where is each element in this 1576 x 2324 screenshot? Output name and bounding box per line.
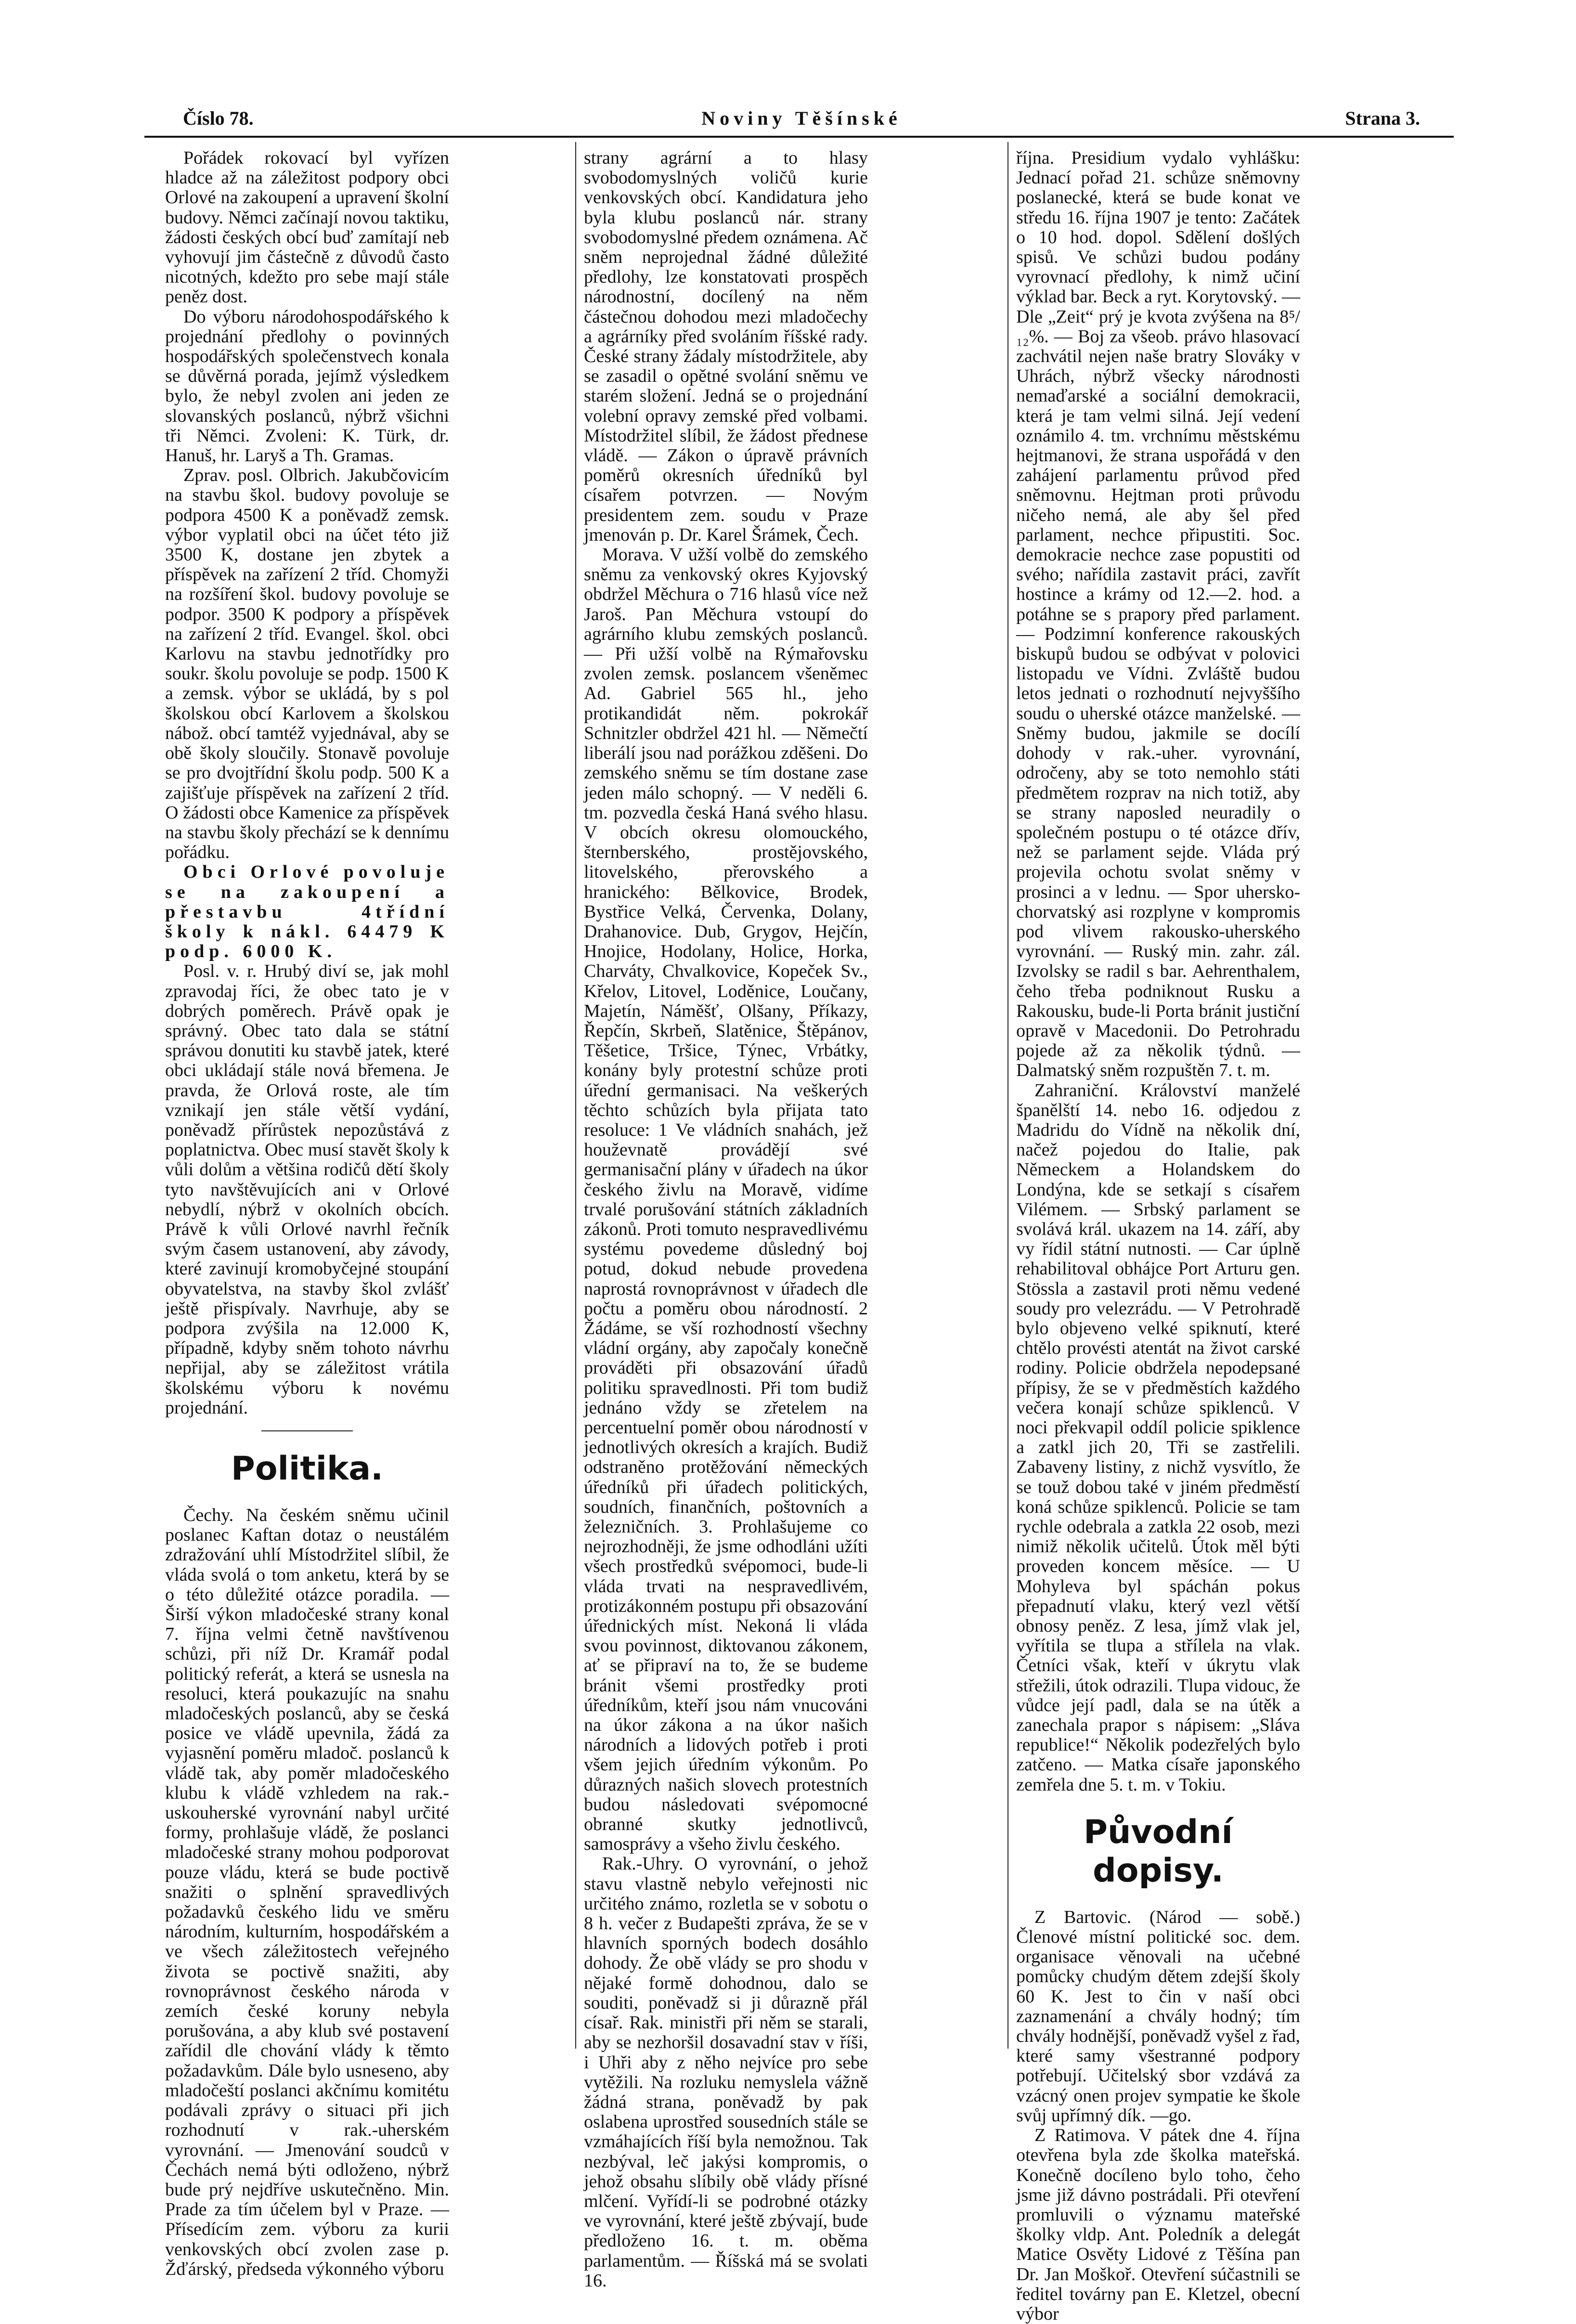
article-paragraph: Pořádek rokovací byl vyřízen hladce až na záležitost podpory obci Orlové na zakoupení a upravení školní budovy. Němci začínají novou taktiku, žádosti českých obcí buď zamítají neb vyhovují jim částečně z důvodů často nicotných, kdežto pro sebe mají stále peněz dost. — [165, 148, 449, 307]
page-header — [183, 107, 1420, 129]
article-paragraph: Zprav. posl. Olbrich. Jakubčovicím na stavbu škol. budovy povoluje se podpora 4500 K a poněvadž zemsk. výbor vyplatil obci na účet této již 3500 K, dostane jen zbytek a příspěvek na zařízení 2 tříd. Chomyži na rozšíření škol. budovy povoluje se podpor. 3500 K podpory a příspěvek na zařízení 2 tříd. Evangel. škol. obci Karlovu na stavbu jednotřídky pro soukr. školu povoluje se podp. 1500 K a zemsk. výbor se ukládá, by s pol školskou obcí Karlovem a školskou nábož. obcí tamtéž vyjednával, aby se obě školy sloučily. Stonavě povoluje se pro dvojtřídní školu podp. 500 K a zajišťuje příspěvek na zařízení 2 tříd. O žádosti obce Kamenice za příspěvek na stavbu školy přechází se k dennímu pořádku. — [165, 465, 449, 863]
section-divider — [261, 1430, 353, 1431]
article-paragraph: Z Bartovic. (Národ — sobě.) Členové místní politické soc. dem. organisace věnovali na učebné pomůcky chudým dětem zdejší školy 60 K. Jest to čin v naší obci zaznamenání a chvály hodný; tím chvály hodnější, poněvadž vyšel z řad, které samy všestranné podpory potřebují. Učitelský sbor vzdává za vzácný onen projev sympatie ke škole svůj upřímný dík. —go. — [1016, 1907, 1300, 2126]
page-number: Strana 3. — [1345, 107, 1420, 129]
article-paragraph: Zahraniční. Království manželé španělští 14. nebo 16. odjedou z Madridu do Vídně na několik dní, načež pojedou do Italie, pak Německem a Holandskem do Londýna, kde se setkají s císařem Vilémem. — Srbský parlament se svolává král. ukazem na 14. září, aby vy řídil státní nutnosti. — Car úplně rehabilitoval obhájce Port Arturu gen. Stössla a zastavil proti němu vedené soudy pro velezrádu. — V Petrohradě bylo objeveno velké spiknutí, které chtělo provésti atentát na život carské rodiny. Policie obdržela nepodepsané přípisy, že se v předměstích každého večera konají schůze spiklenců. V noci překvapil oddíl policie spiklence a zatkl jich 20, Tři se zastřelili. Zabaveny listiny, z nichž vysvítlo, že se touž dobou také v jiném předměstí koná schůze spiklenců. Policie se tam rychle odebrala a zatkla 22 osob, mezi nimiž několik učitelů. Útok měl býti proveden koncem měsíce. — U Mohyleva byl spáchán pokus přepadnutí vlaku, který vezl větší obnosy peněz. Z lesa, jímž vlak jel, vyřítila se tlupa a střílela na vlak. Četníci však, kteří v úkrytu vlak střežili, útok odrazili. Tlupa vidouc, že vůdce její padl, dala se na útěk a zanechala prapor s nápisem: „Sláva republice!“ Několik podezřelých bylo zatčeno. — Matka císaře japonského zemřela dne 5. t. m. v Tokiu. — [1016, 1080, 1300, 1795]
header-rule — [144, 136, 1454, 138]
column-3 — [1016, 148, 1300, 2324]
article-paragraph: Posl. v. r. Hrubý diví se, jak mohl zpravodaj říci, že obec tato je v dobrých poměrech. Právě opak je správný. Obec tato dala se státní správou donutiti ku stavbě jatek, které obci ukládají stále nová břemena. Je pravda, že Orlová roste, ale tím vznikají jen stále větší vydání, poněvadž přírůstek nepozůstává z poplatnictva. Obec musí stavět školy k vůli dolům a většina rodičů dětí školy tyto navštěvujících ani v Orlové nebydlí, nýbrž v okolních obcích. Právě k vůli Orlové navrhl řečník svým časem ustanovení, aby závody, které zavinují kromobyčejné stoupání obyvatelstva, na stavby škol zvlášť ještě přispívaly. Navrhuje, aby se podpora zvýšila na 12.000 K, případně, kdyby sněm tohoto návrhu nepřijal, aby se záležitost vrátila školskému výboru k novému projednání. — [165, 961, 449, 1418]
section-heading-puvodni-dopisy: Původní dopisy. — [1084, 1813, 1233, 1890]
article-paragraph: strany agrární a to hlasy svobodomyslných voličů kurie venkovských obcí. Kandidatura jeho byla klubu poslanců nár. strany svobodomyslné předem oznámena. Ač sněm neprojednal žádné důležité předlohy, lze konstatovati prospěch národnostní, docílený na něm částečnou dohodou mezi mladočechy a agrárníky před svoláním říšské rady. České strany žádaly místodržitele, aby se zasadil o opětné svolání sněmu ve starém složení. Jedná se o projednání volební opravy zemské před volbami. Místodržitel slíbil, že žádost přednese vládě. — Zákon o úpravě právních poměrů okresních úředníků byl císařem potvrzen. — Novým presidentem zem. soudu v Praze jmenován p. Dr. Karel Šrámek, Čech. — [584, 148, 868, 545]
column-divider — [575, 142, 576, 2049]
article-paragraph: Z Ratimova. V pátek dne 4. října otevřena byla zde školka mateřská. Konečně docíleno bylo toho, čeho jsme již dávno postrádali. Při otevření promluvili o významu mateřské školky vldp. Ant. Poledník a delegát Matice Osvěty Lidové z Těšína pan Dr. Jan Moškoř. Otevření súčastnili se ředitel továrny pan E. Kletzel, obecní výbor — [1016, 2125, 1300, 2324]
issue-number: Číslo 78. — [183, 107, 254, 129]
article-paragraph: října. Presidium vydalo vyhlášku: Jednací pořad 21. schůze sněmovny poslanecké, která se bude konat ve středu 16. října 1907 je tento: Začátek o 10 hod. dopol. Sdělení došlých spisů. Ve schůzi budou podány vyrovnací předlohy, k nimž učiní výklad bar. Beck a ryt. Korytovský. — Dle „Zeit“ prý je kvota zvýšena na 8⁵/₁₂%. — Boj za všeob. právo hlasovací zachvátil nejen naše bratry Slováky v Uhrách, nýbrž všecky národnosti nemaďarské a sociální demokracii, která je tam velmi silná. Její vedení oznámilo 4. tm. vrchnímu městskému hejtmanovi, že strana uspořádá v den zahájení parlamentu průvod před sněmovnu. Hejtman proti průvodu ničeho nemá, ale aby šel před parlament, nechce připustiti. Soc. demokracie nechce zase popustiti od svého; nařídila zastavit práci, zavřít hostince a krámy od 12.—2. hod. a potáhne se s prapory před parlament. — Podzimní konference rakouských biskupů budou se odbývat v polovici listopadu ve Vídni. Zvláště budou letos jednati o rozhodnutí nejvyššího soudu o uherské otázce manželské. — Sněmy budou, jakmile se docílí dohody v rak.-uher. vyrovnání, odročeny, aby se toto nemohlo státi předmětem rozprav na nich totiž, aby se strany naposled neuradily o společném postupu o té otázce dřív, než se parlament sejde. Vláda prý projevila ochotu svolat sněmy v prosinci a v lednu. — Spor uhersko-chorvatský asi rozplyne v kompromis pod vlivem rakousko-uherského vyrovnání. — Ruský min. zahr. zál. Izvolsky se radil s bar. Aehrenthalem, čeho třeba podniknout Rusku a Rakousku, bude-li Porta bránit justiční opravě v Macedonii. Do Petrohradu pojede až za několik týdnů. — Dalmatský sněm rozpuštěn 7. t. m. — [1016, 148, 1300, 1081]
article-paragraph: Obci Orlové povoluje se na zakoupení a přestavbu 4třídní školy k nákl. 64479 K podp. 6000 K. — [165, 862, 449, 962]
column-2 — [584, 148, 868, 2291]
column-1 — [165, 148, 449, 2279]
article-paragraph: Morava. V užší volbě do zemského sněmu za venkovský okres Kyjovský obdržel Měchura o 716 hlasů více než Jaroš. Pan Měchura vstoupí do agrárního klubu zemských poslanců. — Při užší volbě na Rýmařovsku zvolen zemsk. poslancem všeněmec Ad. Gabriel 565 hl., jeho protikandidát něm. pokrokář Schnitzler obdržel 421 hl. — Němečtí liberálí jsou nad porážkou zděšeni. Do zemského sněmu se tím dostane zase jeden málo schopný. — V neděli 6. tm. pozvedla česká Haná svého hlasu. V obcích okresu olomouckého, šternberského, prostějovského, litovelského, přerovského a hranického: Bělkovice, Brodek, Bystřice Velká, Červenka, Dolany, Drahanovice. Dub, Grygov, Hejčín, Hnojice, Hodolany, Holice, Horka, Charváty, Chvalkovice, Kopeček Sv., Křelov, Litovel, Loděnice, Loučany, Majetín, Náměšť, Olšany, Příkazy, Řepčín, Skrbeň, Slatěnice, Štěpánov, Těšetice, Tršice, Týnec, Vrbátky, konány byly protestní schůze proti úřední germanisaci. Na veškerých těchto schůzích byla přijata tato resoluce: 1 Ve vládních snahách, jež houževnatě provádějí své germanisační plány v úřadech na úkor českého živlu na Moravě, vidíme trvalé porušování státních základních zákonů. Proti tomuto nespravedlivému systému povedeme důsledný boj potud, dokud nebude provedena naprostá rovnoprávnost v úřadech dle počtu a poměru obou národností. 2 Žádáme, se vší rozhodností všechny vládní orgány, aby započaly konečně prováděti při obsazování úřadů politiku spravedlnosti. Při tom budiž jednáno vždy se zřetelem na percentuelní poměr obou národností v jednotlivých okresích a krajích. Budiž odstraněno protěžování německých úředníků při úřadech politických, soudních, finančních, poštovních a železničních. 3. Prohlašujeme co nejrozhodněji, že jsme odhodláni užíti všech prostředků svépomoci, bude-li vláda trvati na nespravedlivém, protizákonném postupu při obsazování úřednických míst. Nekoná li vláda svou povinnost, diktovanou zákonem, ať se připraví na to, že se budeme bránit všemi prostředky proti úředníkům, kteří jsou nám vnucováni na úkor zákona a na úkor našich národních a lidových potřeb i proti všem jejich úředním výkonům. Po důrazných našich slovech protestních budou následovati svépomocné obranné skutky jednotlivců, samosprávy a všeho živlu českého. — [584, 545, 868, 1855]
article-paragraph: Čechy. Na českém sněmu učinil poslanec Kaftan dotaz o neustálém zdražování uhlí Místodržitel slíbil, že vláda svolá o tom anketu, která by se o této důležité otázce poradila. — Širší výkon mladočeské strany konal 7. října velmi četně navštívenou schůzi, při níž Dr. Kramář podal politický referát, a která se usnesla na resoluci, která poukazujíc na snahu mladočeských poslanců, aby se česká posice ve vládě upevnila, žádá za vyjasnění poměru mladoč. poslanců k vládě tak, aby poměr mladočeského klubu k vládě vzhledem na rak.-uskouherské vyrovnání nabyl určité formy, prohlašuje vládě, že poslanci mladočeské strany mohou podporovat pouze vládu, která se bude poctivě snažiti o splnění spravedlivých požadavků českého lidu ve směru národním, kulturním, hospodářském a ve všech záležitostech veřejného života se poctivě snažiti, aby rovnoprávnost českého národa v zemích české koruny nebyla porušována, a aby klub své postavení zařídil dle chování vlády k těmto požadavkům. Dále bylo usneseno, aby mladočeští poslanci akčnímu komitétu podávali zprávy o situaci při jich rozhodnutí v rak.-uherském vyrovnání. — Jmenování soudců v Čechách nemá býti odloženo, nýbrž bude prý nejdříve uskutečněno. Min. Prade za tím účelem byl v Praze. — Přísedícím zem. výboru za kurii venkovských obcí zvolen zase p. Žďárský, předseda výkonného výboru — [165, 1505, 449, 2279]
article-paragraph: Rak.-Uhry. O vyrovnání, o jehož stavu vlastně nebylo veřejnosti nic určitého známo, rozletla se v sobotu o 8 h. večer z Budapešti zpráva, že se v hlavních sporných bodech dosáhlo dohody. Že obě vlády se pro shodu v nějaké formě dohodnou, dalo se souditi, poněvadž si ji důrazně přál císař. Rak. ministři při něm se starali, aby se nezhoršil dosavadní stav v říši, i Uhři aby z něho nejvíce pro sebe vytěžili. Na rozluku nemyslela vážně žádná strana, poněvadž by pak oslabena uprostřed sousedních stále se vzmáhajících říší byla nemožnou. Tak nezbýval, leč jakýsi kompromis, o jehož obsahu slíbily obě vlády přísné mlčení. Vyřídí-li se podrobné otázky ve vyrovnání, které ještě zbývají, bude předloženo 16. t. m. oběma parlamentům. — Říšská má se svolati 16. — [584, 1854, 868, 2291]
newspaper-title: Noviny Těšínské — [701, 107, 902, 129]
section-heading-politika: Politika. — [231, 1450, 383, 1488]
article-paragraph: Do výboru národohospodářského k projednání předlohy o povinných hospodářských společenstvech konala se důvěrná porada, jejímž výsledkem bylo, že nebyl zvolen ani jeden ze slovanských poslanců, nýbrž všichni tři Němci. Zvoleni: K. Türk, dr. Hanuš, hr. Laryš a Th. Gramas. — [165, 306, 449, 466]
